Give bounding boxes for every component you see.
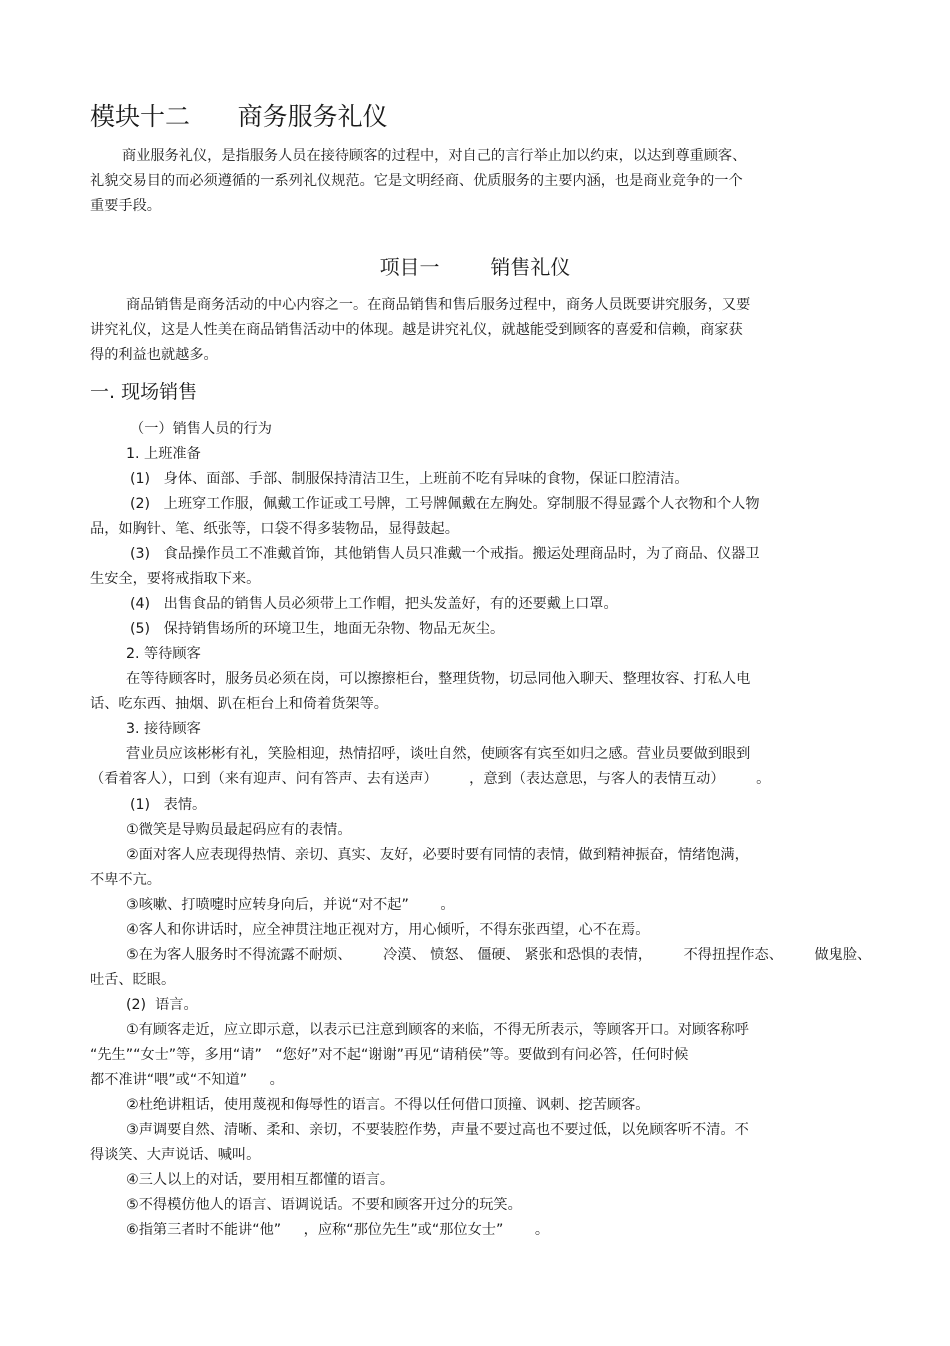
item-heading: 3. 接待顾客 (126, 721, 201, 737)
body-line: 都不准讲“喂”或“不知道” 。 (90, 1072, 284, 1088)
body-line: (5) 保持销售场所的环境卫生，地面无杂物、物品无灰尘。 (130, 621, 505, 637)
intro-line: 礼貌交易目的而必须遵循的一系列礼仪规范。它是文明经商、优质服务的主要内涵，也是商业竞争的一个 (90, 173, 743, 189)
body-line: (2) 语言。 (126, 997, 198, 1013)
body-line: ⑤在为客人服务时不得流露不耐烦、 冷漠、 愤怒、 僵硬、 紧张和恐惧的表情， 不得扭捏作态、 做鬼脸、 (126, 947, 872, 963)
body-line: (4) 出售食品的销售人员必须带上工作帽，把头发盖好，有的还要戴上口罩。 (130, 596, 618, 612)
item-heading: 2. 等待顾客 (126, 646, 201, 662)
body-line: (2) 上班穿工作服，佩戴工作证或工号牌，工号牌佩戴在左胸处。穿制服不得显露个人衣物和个人物 (130, 496, 760, 512)
intro-line: 商业服务礼仪，是指服务人员在接待顾客的过程中，对自己的言行举止加以约束，以达到尊重顾客、 (122, 148, 747, 164)
body-line: (1) 表情。 (130, 797, 207, 813)
body-line: 话、吃东西、抽烟、趴在柜台上和倚着货架等。 (90, 696, 388, 712)
project-intro-line: 商品销售是商务活动的中心内容之一。在商品销售和售后服务过程中，商务人员既要讲究服务，又要 (126, 297, 751, 313)
body-line: ⑤不得模仿他人的语言、语调说话。不要和顾客开过分的玩笑。 (126, 1197, 522, 1213)
item-heading: 1. 上班准备 (126, 446, 201, 462)
body-line: ③咳嗽、打喷嚏时应转身向后，并说“对不起” 。 (126, 897, 455, 913)
body-line: ①微笑是导购员最起码应有的表情。 (126, 822, 352, 838)
body-line: 生安全，要将戒指取下来。 (90, 571, 261, 587)
body-line: “先生”“女士”等，多用“请” “您好”对不起“谢谢”再见“请稍侯”等。要做到有问必答，任何时候 (90, 1047, 689, 1063)
body-line: 在等待顾客时，服务员必须在岗，可以擦擦柜台，整理货物，切忌同他入聊天、整理妆容、打私人电 (126, 671, 751, 687)
body-line: ⑥指第三者时不能讲“他” ，应称“那位先生”或“那位女士” 。 (126, 1222, 550, 1238)
intro-line: 重要手段。 (90, 198, 161, 214)
body-line: ③声调要自然、清晰、柔和、亲切，不要装腔作势，声量不要过高也不要过低，以免顾客听不清。不 (126, 1122, 749, 1138)
body-line: ④客人和你讲话时，应全神贯注地正视对方，用心倾听，不得东张西望，心不在焉。 (126, 922, 650, 938)
body-line: ②面对客人应表现得热情、亲切、真实、友好，必要时要有同情的表情，做到精神振奋，情绪饱满， (126, 847, 749, 863)
subsection-heading: （一）销售人员的行为 (130, 421, 272, 437)
project-intro-line: 讲究礼仪，这是人性美在商品销售活动中的体现。越是讲究礼仪，就越能受到顾客的喜爱和信赖，商家获 (90, 322, 743, 338)
body-line: 吐舌、眨眼。 (90, 972, 176, 988)
body-line: ②杜绝讲粗话，使用蔑视和侮辱性的语言。不得以任何借口顶撞、讽刺、挖苦顾客。 (126, 1097, 650, 1113)
section-title: 一. 现场销售 (90, 381, 198, 403)
project-title: 项目一 销售礼仪 (379, 255, 571, 279)
body-line: 得谈笑、大声说话、喊叫。 (90, 1147, 261, 1163)
body-line: (3) 食品操作员工不准戴首饰，其他销售人员只准戴一个戒指。搬运处理商品时，为了商品、仪器卫 (130, 546, 760, 562)
body-line: ④三人以上的对话，要用相互都懂的语言。 (126, 1172, 395, 1188)
body-line: (1) 身体、面部、手部、制服保持清洁卫生，上班前不吃有异味的食物，保证口腔清洁。 (130, 471, 689, 487)
project-intro-line: 得的利益也就越多。 (90, 347, 218, 363)
body-line: 营业员应该彬彬有礼，笑脸相迎，热情招呼，谈吐自然，使顾客有宾至如归之感。营业员要做到眼到 (126, 746, 751, 762)
body-line: 品，如胸针、笔、纸张等，口袋不得多装物品，显得鼓起。 (90, 521, 459, 537)
body-line: （看着客人），口到（来有迎声、问有答声、去有送声） ，意到（表达意思，与客人的表情互动） 。 (90, 771, 771, 787)
body-line: 不卑不亢。 (90, 872, 161, 888)
module-title: 模块十二 商务服务礼仪 (90, 102, 388, 131)
body-line: ①有顾客走近，应立即示意，以表示已注意到顾客的来临，不得无所表示，等顾客开口。对顾客称呼 (126, 1022, 749, 1038)
